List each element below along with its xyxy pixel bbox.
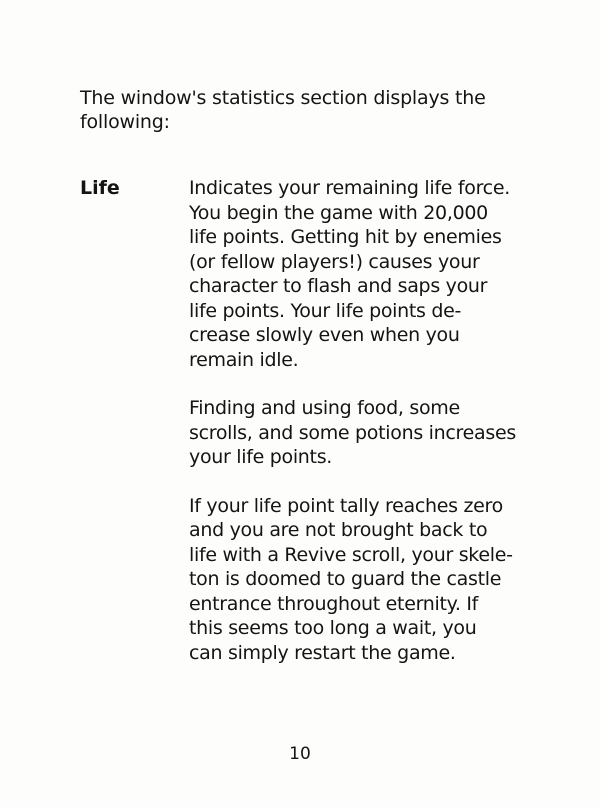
text-line: remain idle. — [189, 348, 299, 371]
text-line: can simply restart the game. — [189, 641, 456, 664]
definition-paragraph-2 — [189, 396, 539, 470]
intro-line: following: — [80, 111, 170, 133]
definition-paragraph-1 — [189, 176, 539, 372]
text-line: (or fellow players!) causes your — [189, 250, 480, 273]
intro-paragraph — [80, 86, 540, 134]
text-line: crease slowly even when you — [189, 324, 460, 346]
text-line: ton is doomed to guard the castle — [189, 568, 502, 590]
page-number: 10 — [289, 744, 311, 764]
text-line: Finding and using food, some — [189, 397, 460, 419]
text-line: this seems too long a wait, you — [189, 617, 477, 639]
text-line: and you are not brought back to — [189, 519, 488, 541]
text-line: Indicates your remaining life force. — [189, 177, 510, 199]
entry-term: Life — [80, 177, 120, 199]
definition-paragraph-3 — [189, 494, 539, 666]
text-line: character to flash and saps your — [189, 275, 488, 297]
text-line: life with a Revive scroll, your skele- — [189, 543, 513, 566]
text-line: entrance throughout eternity. If — [189, 592, 479, 615]
text-line: If your life point tally reaches zero — [189, 494, 503, 517]
text-line: You begin the game with 20,000 — [189, 201, 488, 224]
text-line: scrolls, and some potions increases — [189, 421, 516, 444]
text-line: life points. Getting hit by enemies — [189, 226, 502, 248]
text-line: your life points. — [189, 446, 333, 468]
entry-definition — [189, 176, 539, 689]
intro-line: The window's statistics section displays the — [80, 87, 486, 109]
text-line: life points. Your life points de- — [189, 299, 462, 322]
